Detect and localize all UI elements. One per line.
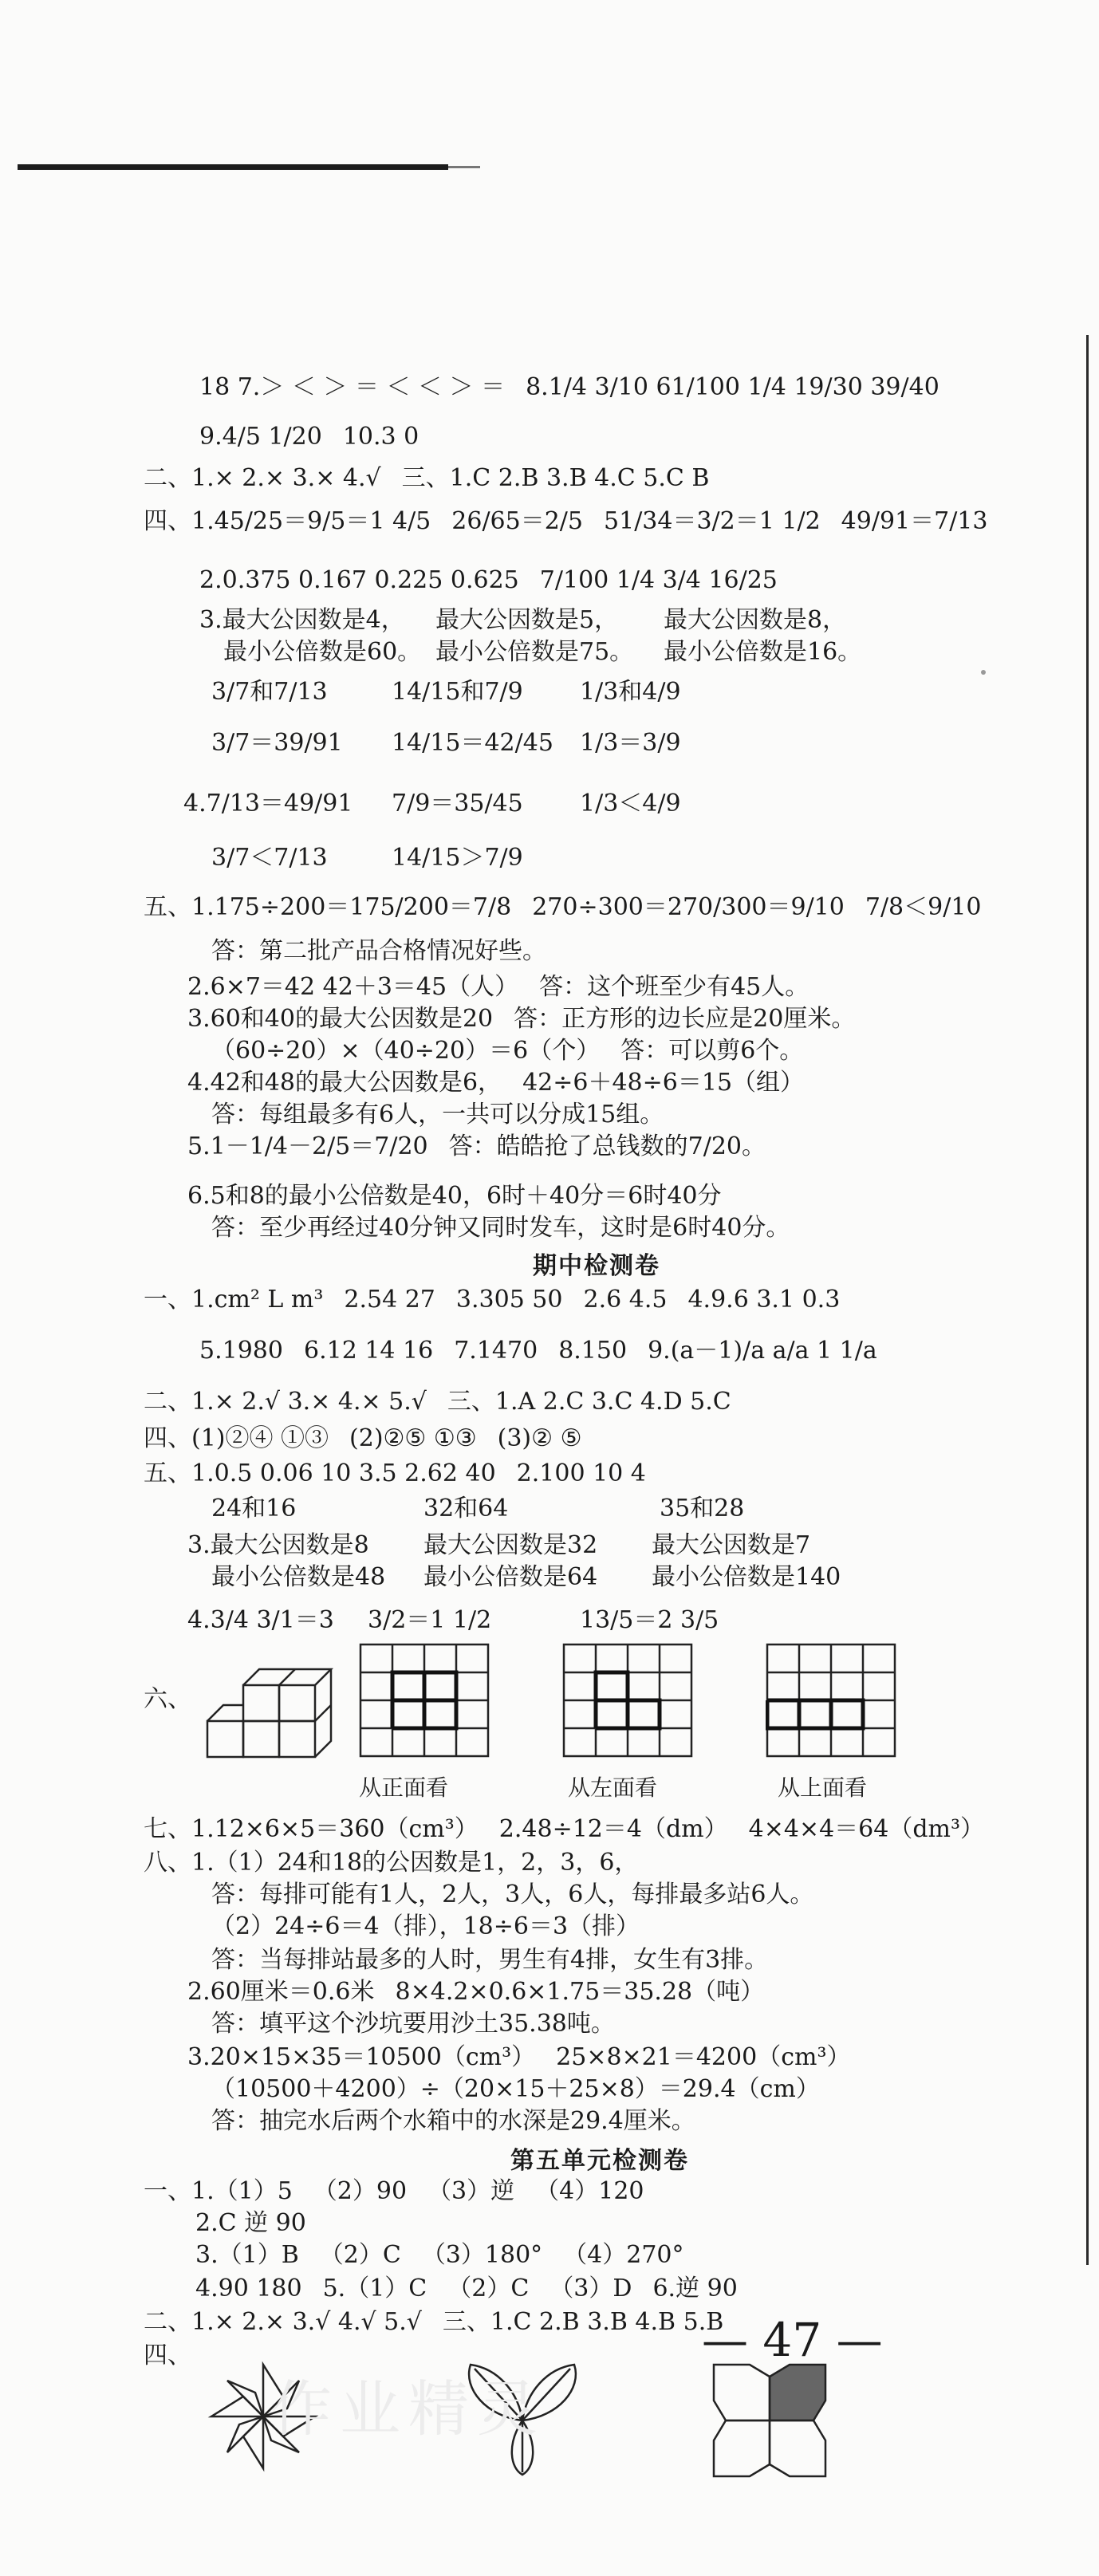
answer-line: 3.60和40的最大公因数是20 答：正方形的边长应是20厘米。 — [187, 1005, 856, 1033]
answer-line: 答：当每排站最多的人时，男生有4排，女生有3排。 — [211, 1946, 769, 1974]
midterm-line: 最小公倍数是48 最小公倍数是64 最小公倍数是140 — [211, 1563, 841, 1591]
x-shape-figure — [710, 2361, 829, 2480]
answer-line: 4.42和48的最大公因数是6， 42÷6＋48÷6＝15（组） — [187, 1069, 805, 1097]
midterm-line: 五、1.0.5 0.06 10 3.5 2.62 40 2.100 10 4 — [144, 1459, 646, 1487]
answer-line: 最小公倍数是60。 最小公倍数是75。 最小公倍数是16。 — [223, 638, 862, 666]
right-margin-rule — [1086, 335, 1089, 2265]
answer-line: 4.7/13＝49/91 7/9＝35/45 1/3＜4/9 — [183, 790, 681, 817]
answer-line: 3.20×15×35＝10500（cm³） 25×8×21＝4200（cm³） — [187, 2043, 851, 2071]
answer-line: 答：第二批产品合格情况好些。 — [211, 937, 546, 965]
section-title-unit5: 第五单元检测卷 — [510, 2147, 689, 2175]
answer-line: 3/7＜7/13 14/15＞7/9 — [211, 844, 523, 872]
answer-line: 9.4/5 1/20 10.3 0 — [199, 423, 420, 451]
unit5-line: 一、1.（1）5 （2）90 （3）逆 （4）120 — [144, 2177, 644, 2205]
view-caption-front: 从正面看 — [359, 1774, 449, 1801]
answer-line: 五、1.175÷200＝175/200＝7/8 270÷300＝270/300＝9/10 7/8＜9/10 — [144, 893, 982, 921]
watermark: 作业精灵 — [271, 2373, 546, 2444]
midterm-line: 四、(1)②④ ①③ (2)②⑤ ①③ (3)② ⑤ — [144, 1424, 582, 1452]
top-view-grid — [766, 1643, 901, 1763]
answer-line: （60÷20）×（40÷20）＝6（个） 答：可以剪6个。 — [211, 1037, 804, 1065]
answer-line: 答：每排可能有1人，2人，3人，6人，每排最多站6人。 — [211, 1881, 814, 1908]
view-caption-left: 从左面看 — [568, 1774, 658, 1801]
answer-line: 3.最大公因数是4， 最大公因数是5， 最大公因数是8， — [199, 606, 847, 634]
unit5-line: 2.C 逆 90 — [195, 2209, 306, 2237]
answer-line: 2.0.375 0.167 0.225 0.625 7/100 1/4 3/4 16/25 — [199, 566, 778, 594]
midterm-line: 3.最大公因数是8 最大公因数是32 最大公因数是7 — [187, 1531, 811, 1559]
answer-line: 3/7和7/13 14/15和7/9 1/3和4/9 — [211, 678, 681, 706]
midterm-line: 24和16 32和64 35和28 — [211, 1495, 745, 1522]
front-view-grid — [359, 1643, 494, 1763]
answer-line: 6.5和8的最小公倍数是40，6时＋40分＝6时40分 — [187, 1182, 722, 1210]
midterm-line: 4.3/4 3/1＝3 3/2＝1 1/2 13/5＝2 3/5 — [187, 1606, 719, 1634]
top-rule — [18, 164, 448, 170]
unit5-line: 四、 — [144, 2342, 191, 2369]
cube-stack-figure — [199, 1665, 359, 1769]
answer-line: 答：填平这个沙坑要用沙土35.38吨。 — [211, 2010, 615, 2038]
answer-line: 2.6×7＝42 42＋3＝45（人） 答：这个班至少有45人。 — [187, 973, 809, 1001]
answer-line: （2）24÷6＝4（排），18÷6＝3（排） — [211, 1912, 640, 1940]
answer-line: （10500＋4200）÷（20×15＋25×8）＝29.4（cm） — [211, 2075, 820, 2103]
view-caption-top: 从上面看 — [778, 1774, 868, 1801]
midterm-line: 5.1980 6.12 14 16 7.1470 8.150 9.(a－1)/a a/a 1 1/a — [199, 1337, 877, 1365]
answer-line: 四、1.45/25＝9/5＝1 4/5 26/65＝2/5 51/34＝3/2＝1 1/2 49/91＝7/13 — [144, 507, 988, 535]
answer-line: 答：抽完水后两个水箱中的水深是29.4厘米。 — [211, 2107, 695, 2135]
answer-line: 2.60厘米＝0.6米 8×4.2×0.6×1.75＝35.28（吨） — [187, 1978, 765, 2006]
unit5-line: 3.（1）B （2）C （3）180° （4）270° — [195, 2241, 684, 2269]
left-view-grid — [562, 1643, 698, 1763]
unit5-line: 二、1.× 2.× 3.√ 4.√ 5.√ 三、1.C 2.B 3.B 4.B 5.B — [144, 2308, 724, 2336]
answer-line: 二、1.× 2.× 3.× 4.√ 三、1.C 2.B 3.B 4.C 5.C B — [144, 464, 710, 492]
answer-line: 答：至少再经过40分钟又同时发车，这时是6时40分。 — [211, 1214, 790, 1242]
midterm-line: 一、1.cm² L m³ 2.54 27 3.305 50 2.6 4.5 4.9.6 3.1 0.3 — [144, 1286, 841, 1314]
section-title-midterm: 期中检测卷 — [533, 1252, 660, 1280]
answer-line: 七、1.12×6×5＝360（cm³） 2.48÷12＝4（dm） 4×4×4＝64（dm³） — [144, 1815, 985, 1843]
stray-dot — [981, 670, 986, 675]
answer-line: 八、1.（1）24和18的公因数是1，2，3，6， — [144, 1849, 639, 1877]
answer-line: 3/7＝39/91 14/15＝42/45 1/3＝3/9 — [211, 729, 681, 757]
unit5-line: 4.90 180 5.（1）C （2）C （3）D 6.逆 90 — [195, 2275, 738, 2302]
answer-line: 5.1－1/4－2/5＝7/20 答：皓皓抢了总钱数的7/20。 — [187, 1132, 766, 1160]
answer-line: 答：每组最多有6人，一共可以分成15组。 — [211, 1101, 664, 1128]
midterm-line: 二、1.× 2.√ 3.× 4.× 5.√ 三、1.A 2.C 3.C 4.D 5.C — [144, 1388, 731, 1416]
page-number: — 47 — — [702, 2313, 883, 2367]
answer-line: 18 7.＞ ＜ ＞ ＝ ＜ ＜ ＞ ＝ 8.1/4 3/10 61/100 1/4 19/30 39/40 — [199, 373, 939, 401]
section-six-label: 六、 — [144, 1685, 191, 1713]
